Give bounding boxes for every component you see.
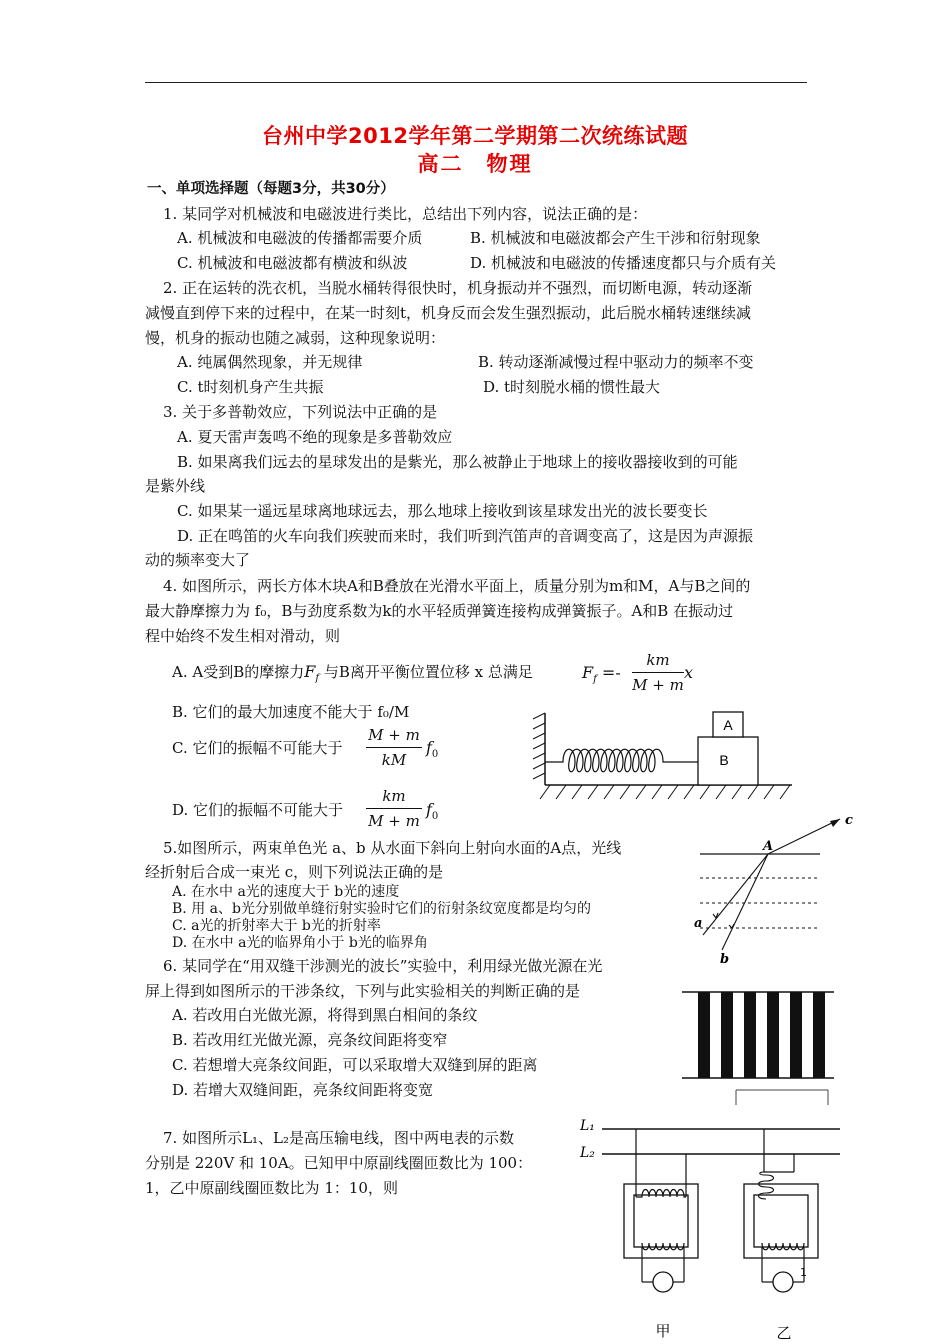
page-title: 台州中学2012学年第二学期第二次统练试题: [262, 124, 688, 148]
q6-option-c: C. 若想增大亮条纹间距，可以采取增大双缝到屏的距离: [172, 1056, 538, 1074]
q2-option-b: B. 转动逐渐减慢过程中驱动力的频率不变: [478, 353, 754, 371]
section-heading: 一、单项选择题（每题3分，共30分）: [147, 181, 395, 197]
q3-option-b-line1: B. 如果离我们远去的星球发出的是紫光，那么被静止于地球上的接收器接收到的可能: [177, 453, 738, 471]
q4-stem-line2: 最大静摩擦力为 f₀，B与劲度系数为k的水平轻质弹簧连接构成弹簧振子。A和B 在振动过: [145, 602, 734, 620]
q7-stem-line2: 分别是 220V 和 10A。已知甲中原副线圈匝数比为 100：: [145, 1154, 533, 1172]
q4-option-a-eq-lhs: $F_f$ =-: [582, 663, 621, 686]
q7-stem-line3: 1，乙中原副线圈匝数比为 1：10，则: [145, 1179, 398, 1197]
meter-jia: [653, 1272, 673, 1292]
q4-option-a-fraction: $\frac{km}{M + m}$: [632, 651, 684, 694]
q6-option-a: A. 若改用白光做光源，将得到黑白相间的条纹: [172, 1006, 478, 1024]
q1-stem: 1. 某同学对机械波和电磁波进行类比，总结出下列内容，说法正确的是：: [163, 205, 648, 223]
q3-option-a: A. 夏天雷声轰鸣不绝的现象是多普勒效应: [177, 428, 453, 446]
q1-option-a: A. 机械波和电磁波的传播都需要介质: [177, 229, 423, 247]
q3-option-b-line2: 是紫外线: [145, 477, 206, 495]
q7-transformer-figure: [572, 1112, 847, 1344]
header-rule: [145, 82, 807, 83]
q2-option-a: A. 纯属偶然现象，并无规律: [177, 353, 363, 371]
q1-option-c: C. 机械波和电磁波都有横波和纵波: [177, 254, 408, 272]
block-a-label: A: [723, 717, 733, 733]
q5-option-d: D. 在水中 a光的临界角小于 b光的临界角: [172, 935, 428, 951]
yi-label: 乙: [776, 1324, 792, 1342]
q3-stem: 3. 关于多普勒效应，下列说法中正确的是: [163, 403, 438, 421]
q1-option-b: B. 机械波和电磁波都会产生干涉和衍射现象: [470, 229, 761, 247]
q4-option-d-f0: $f_0$: [426, 800, 439, 823]
point-a-label: A: [763, 839, 774, 854]
q5-stem-line2: 经折射后合成一束光 c，则下列说法正确的是: [145, 863, 444, 881]
q2-option-c: C. t时刻机身产生共振: [177, 378, 324, 396]
q5-stem-line1: 5.如图所示，两束单色光 a、b 从水面下斜向上射向水面的A点，光线: [163, 839, 622, 857]
q5-refraction-figure: [685, 810, 855, 970]
q4-stem-line1: 4. 如图所示，两长方体木块A和B叠放在光滑水平面上，质量分别为m和M，A与B之间的: [163, 577, 751, 595]
q4-option-d: D. 它们的振幅不可能大于: [172, 801, 344, 819]
q6-option-d: D. 若增大双缝间距，亮条纹间距将变宽: [172, 1081, 434, 1099]
q5-option-c: C. a光的折射率大于 b光的折射率: [172, 918, 381, 934]
jia-label: 甲: [655, 1322, 671, 1340]
q4-option-a-x: x: [684, 663, 694, 682]
ray-a-label: a: [694, 916, 703, 931]
q2-stem-line1: 2. 正在运转的洗衣机，当脱水桶转得很快时，机身振动并不强烈，而切断电源，转动逐渐: [163, 279, 753, 297]
q4-option-b: B. 它们的最大加速度不能大于 f₀/M: [172, 703, 410, 721]
page-subtitle: 高二 物理: [417, 152, 533, 176]
q4-option-c: C. 它们的振幅不可能大于: [172, 739, 343, 757]
q2-option-d: D. t时刻脱水桶的惯性最大: [483, 378, 661, 396]
meter-yi-mark: 1: [800, 1266, 807, 1279]
q5-option-a: A. 在水中 a光的速度大于 b光的速度: [172, 884, 400, 900]
q4-option-c-f0: $f_0$: [426, 738, 439, 761]
q6-fringe-figure: [680, 985, 840, 1107]
line-l2-label: L₂: [580, 1145, 595, 1161]
q3-option-d-line1: D. 正在鸣笛的火车向我们疾驶而来时，我们听到汽笛声的音调变高了，这是因为声源振: [177, 527, 754, 545]
q2-stem-line2: 减慢直到停下来的过程中，在某一时刻t，机身反而会发生强烈振动，此后脱水桶转速继续减: [145, 304, 752, 322]
q4-stem-line3: 程中始终不发生相对滑动，则: [145, 627, 341, 645]
line-l1-label: L₁: [580, 1118, 595, 1134]
q6-stem-line1: 6. 某同学在“用双缝干涉测光的波长”实验中，利用绿光做光源在光: [163, 957, 603, 975]
ray-b-label: b: [720, 952, 730, 967]
block-b-label: B: [719, 752, 729, 768]
q6-stem-line2: 屏上得到如图所示的干涉条纹，下列与此实验相关的判断正确的是: [145, 982, 581, 1000]
q7-stem-line1: 7. 如图所示L₁、L₂是高压输电线，图中两电表的示数: [163, 1129, 515, 1147]
q4-spring-figure: [530, 705, 805, 805]
q4-option-a: A. A受到B的摩擦力$F_f$ 与B离开平衡位置位移 x 总满足: [172, 662, 533, 684]
q4-option-d-fraction: $\frac{km}{M + m}$: [366, 787, 422, 830]
q2-stem-line3: 慢，机身的振动也随之减弱，这种现象说明：: [145, 329, 446, 347]
q1-option-d: D. 机械波和电磁波的传播速度都只与介质有关: [470, 254, 777, 272]
q6-option-b: B. 若改用红光做光源，亮条纹间距将变窄: [172, 1031, 448, 1049]
q4-option-c-fraction: $\frac{M + m}{kM}$: [366, 726, 422, 769]
q5-option-b: B. 用 a、b光分别做单缝衍射实验时它们的衍射条纹宽度都是均匀的: [172, 901, 591, 917]
ray-c-label: c: [845, 813, 853, 828]
q3-option-d-line2: 动的频率变大了: [145, 551, 251, 569]
q3-option-c: C. 如果某一遥远星球离地球远去，那么地球上接收到该星球发出光的波长要变长: [177, 502, 708, 520]
meter-yi: [773, 1272, 793, 1292]
